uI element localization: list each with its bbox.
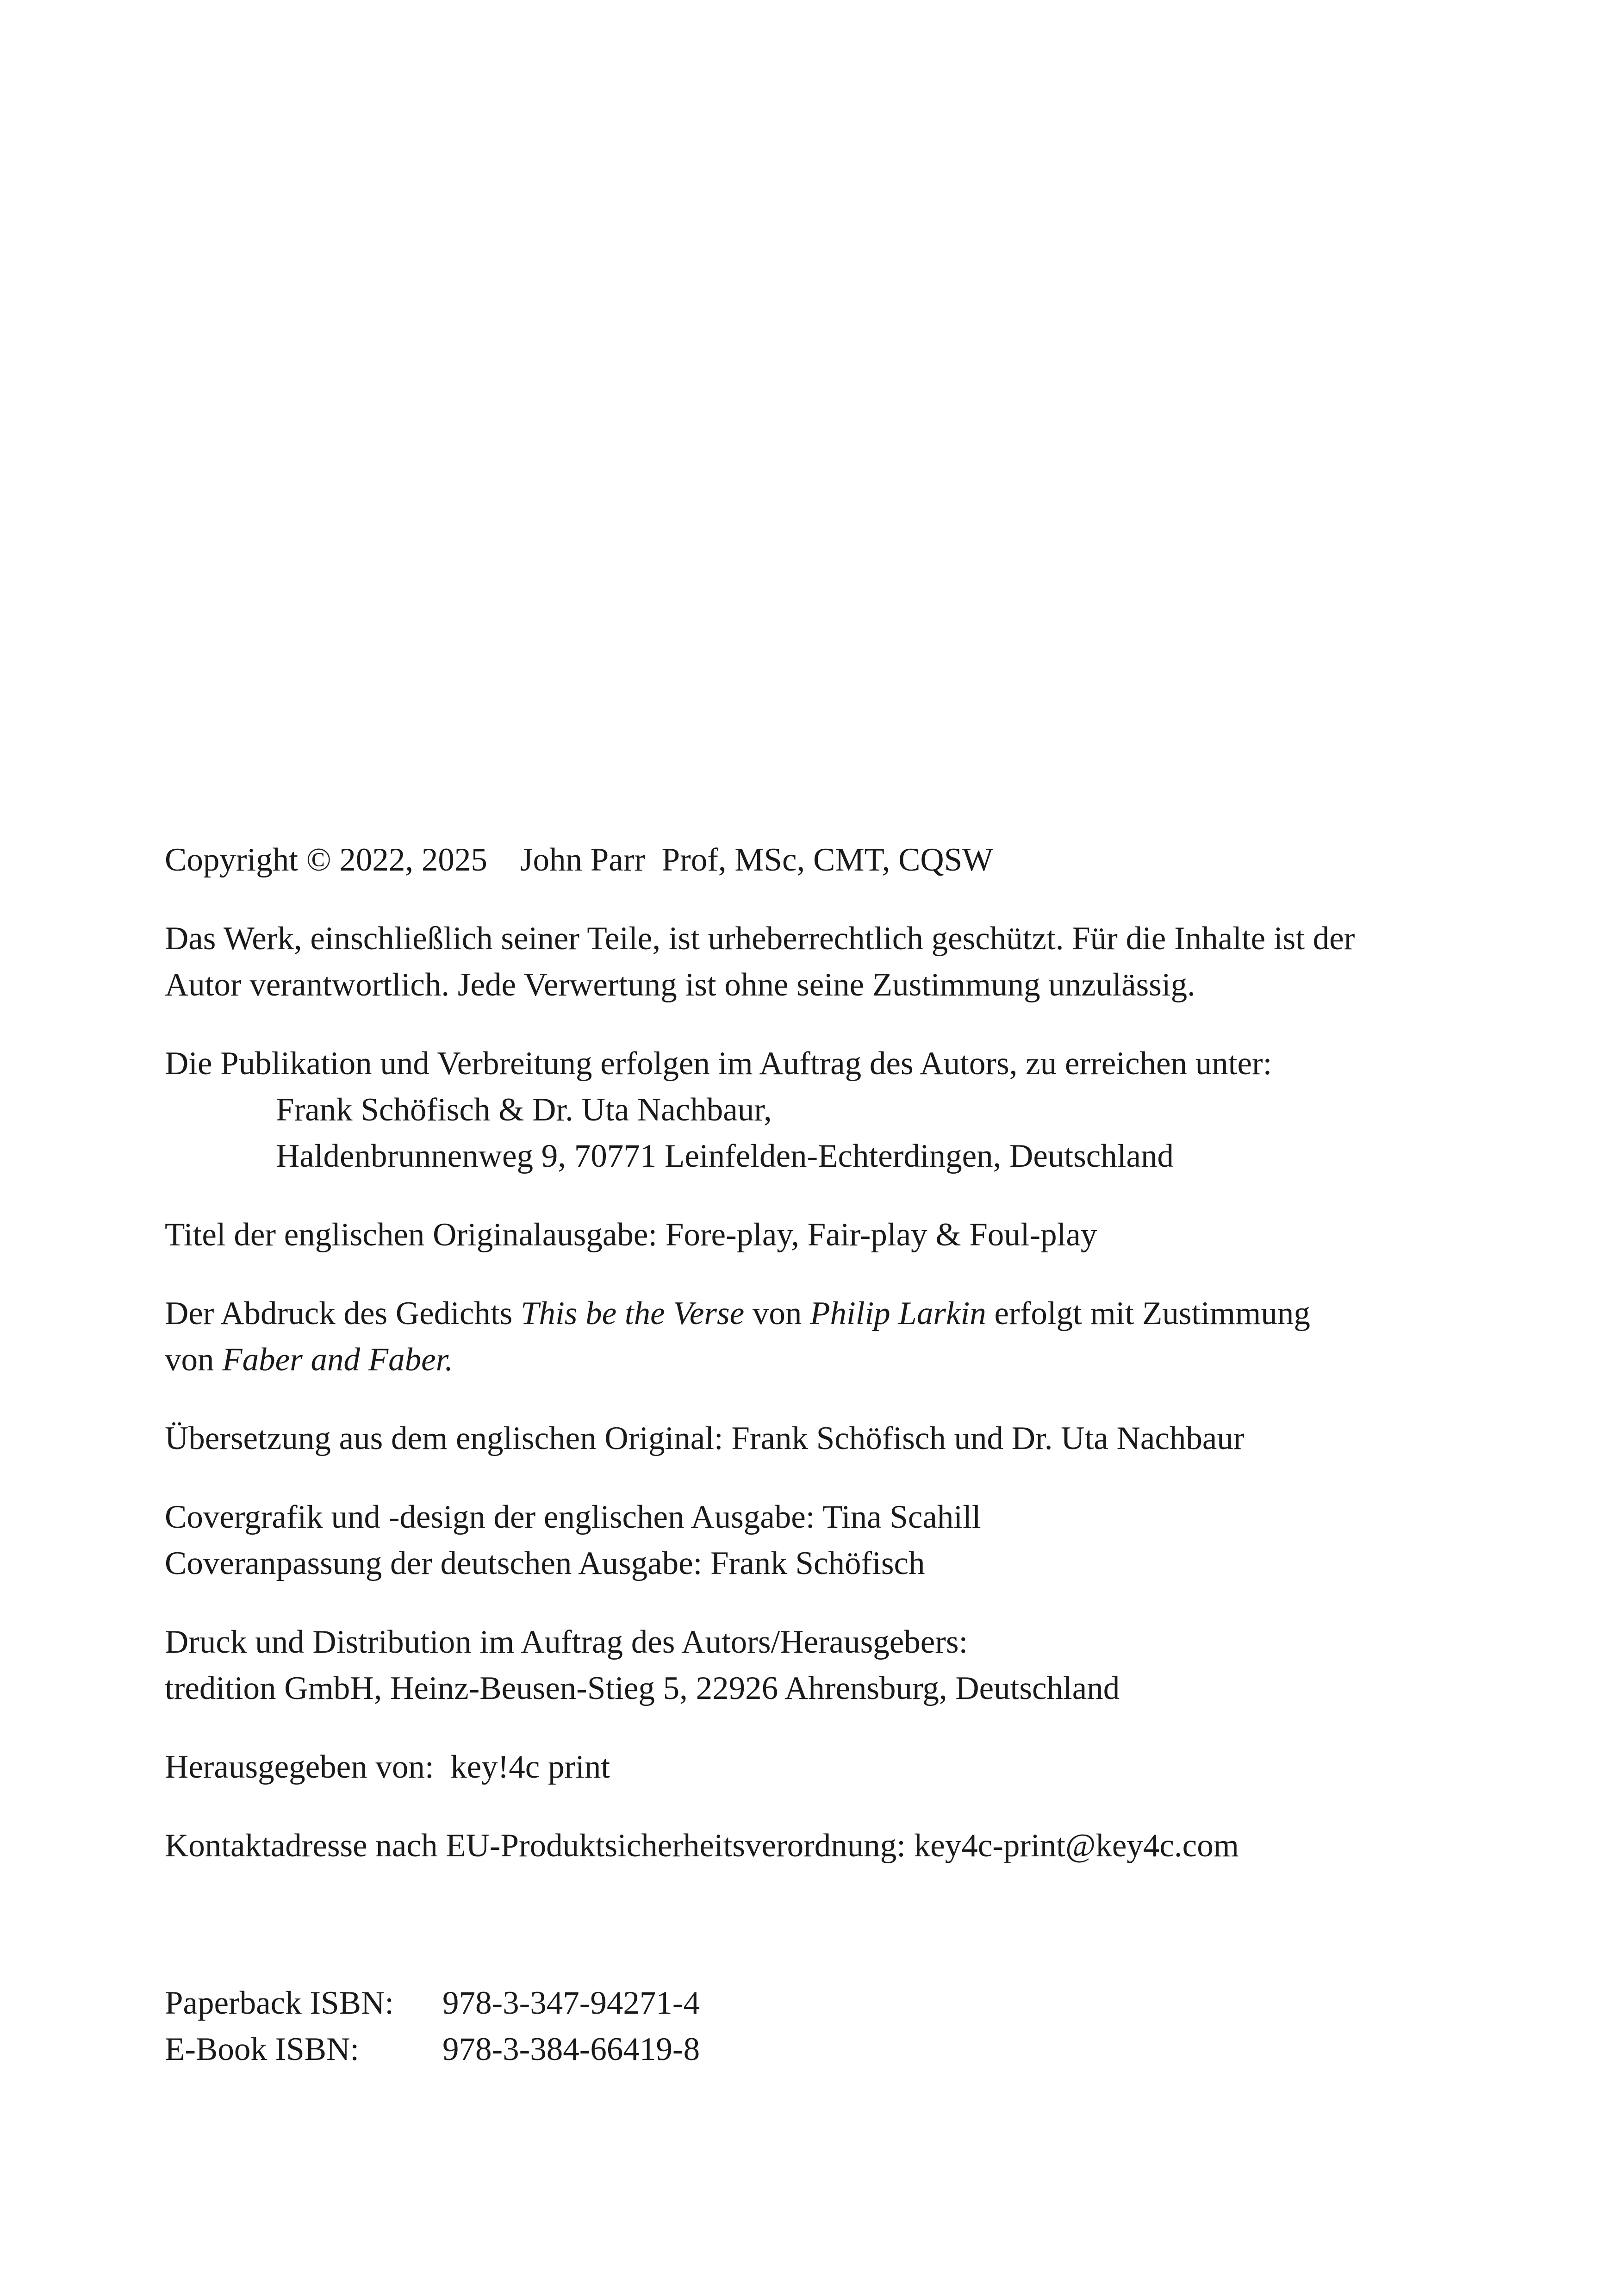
copyright-author: John Parr <box>520 842 646 878</box>
cover-german-line: Coveranpassung der deutschen Ausgabe: Frank Schöfisch <box>165 1545 925 1581</box>
publisher-label: Herausgegeben von: <box>165 1749 434 1785</box>
isbn-value: 978-3-347-94271-4 <box>442 1985 700 2021</box>
poem-publisher: Faber and Faber. <box>222 1342 454 1378</box>
distribution-line-2: tredition GmbH, Heinz-Beusen-Stieg 5, 22926 Ahrensburg, Deutschland <box>165 1670 1120 1706</box>
distribution-line-1: Druck und Distribution im Auftrag des Autors/Herausgebers: <box>165 1624 968 1660</box>
publication-intro: Die Publikation und Verbreitung erfolgen im Auftrag des Autors, zu erreichen unter: <box>165 1045 1272 1082</box>
cover-english-line: Covergrafik und -design der englischen Ausgabe: Tina Scahill <box>165 1499 981 1535</box>
copyright-credentials: Prof, MSc, CMT, CQSW <box>661 842 994 878</box>
isbn-label: E-Book ISBN: <box>165 2031 360 2067</box>
original-title-line: Titel der englischen Originalausgabe: Fore-play, Fair-play & Foul-play <box>165 1217 1097 1253</box>
rights-line-1: Das Werk, einschließlich seiner Teile, ist urheberrechtlich geschützt. Für die Inhalte ist der <box>165 921 1355 957</box>
publisher-name: key!4c print <box>450 1749 610 1785</box>
rights-line-2: Autor verantwortlich. Jede Verwertung ist ohne seine Zustimmung unzulässig. <box>165 967 1195 1003</box>
poem-permission-line-2: von Faber and Faber. <box>165 1342 454 1378</box>
publication-contact-names: Frank Schöfisch & Dr. Uta Nachbaur, <box>276 1092 772 1128</box>
publication-contact-address: Haldenbrunnenweg 9, 70771 Leinfelden-Echterdingen, Deutschland <box>276 1138 1174 1174</box>
imprint-text-block <box>165 837 1507 2072</box>
copyright-prefix: Copyright © 2022, 2025 <box>165 842 487 878</box>
poem-title: This be the Verse <box>520 1295 745 1332</box>
isbn-value: 978-3-384-66419-8 <box>442 2031 700 2067</box>
isbn-row-ebook <box>165 2026 1507 2072</box>
contact-line: Kontaktadresse nach EU-Produktsicherheitsverordnung: key4c-print@key4c.com <box>165 1828 1239 1864</box>
poem-permission-line-1: Der Abdruck des Gedichts This be the Verse von Philip Larkin erfolgt mit Zustimmung <box>165 1295 1310 1332</box>
isbn-label: Paperback ISBN: <box>165 1985 394 2021</box>
copyright-line <box>165 837 1507 883</box>
isbn-block <box>165 1980 1507 2072</box>
poet-name: Philip Larkin <box>810 1295 986 1332</box>
isbn-row-paperback <box>165 1980 1507 2026</box>
publisher-line <box>165 1744 1507 1790</box>
translation-line: Übersetzung aus dem englischen Original: Frank Schöfisch und Dr. Uta Nachbaur <box>165 1420 1245 1456</box>
